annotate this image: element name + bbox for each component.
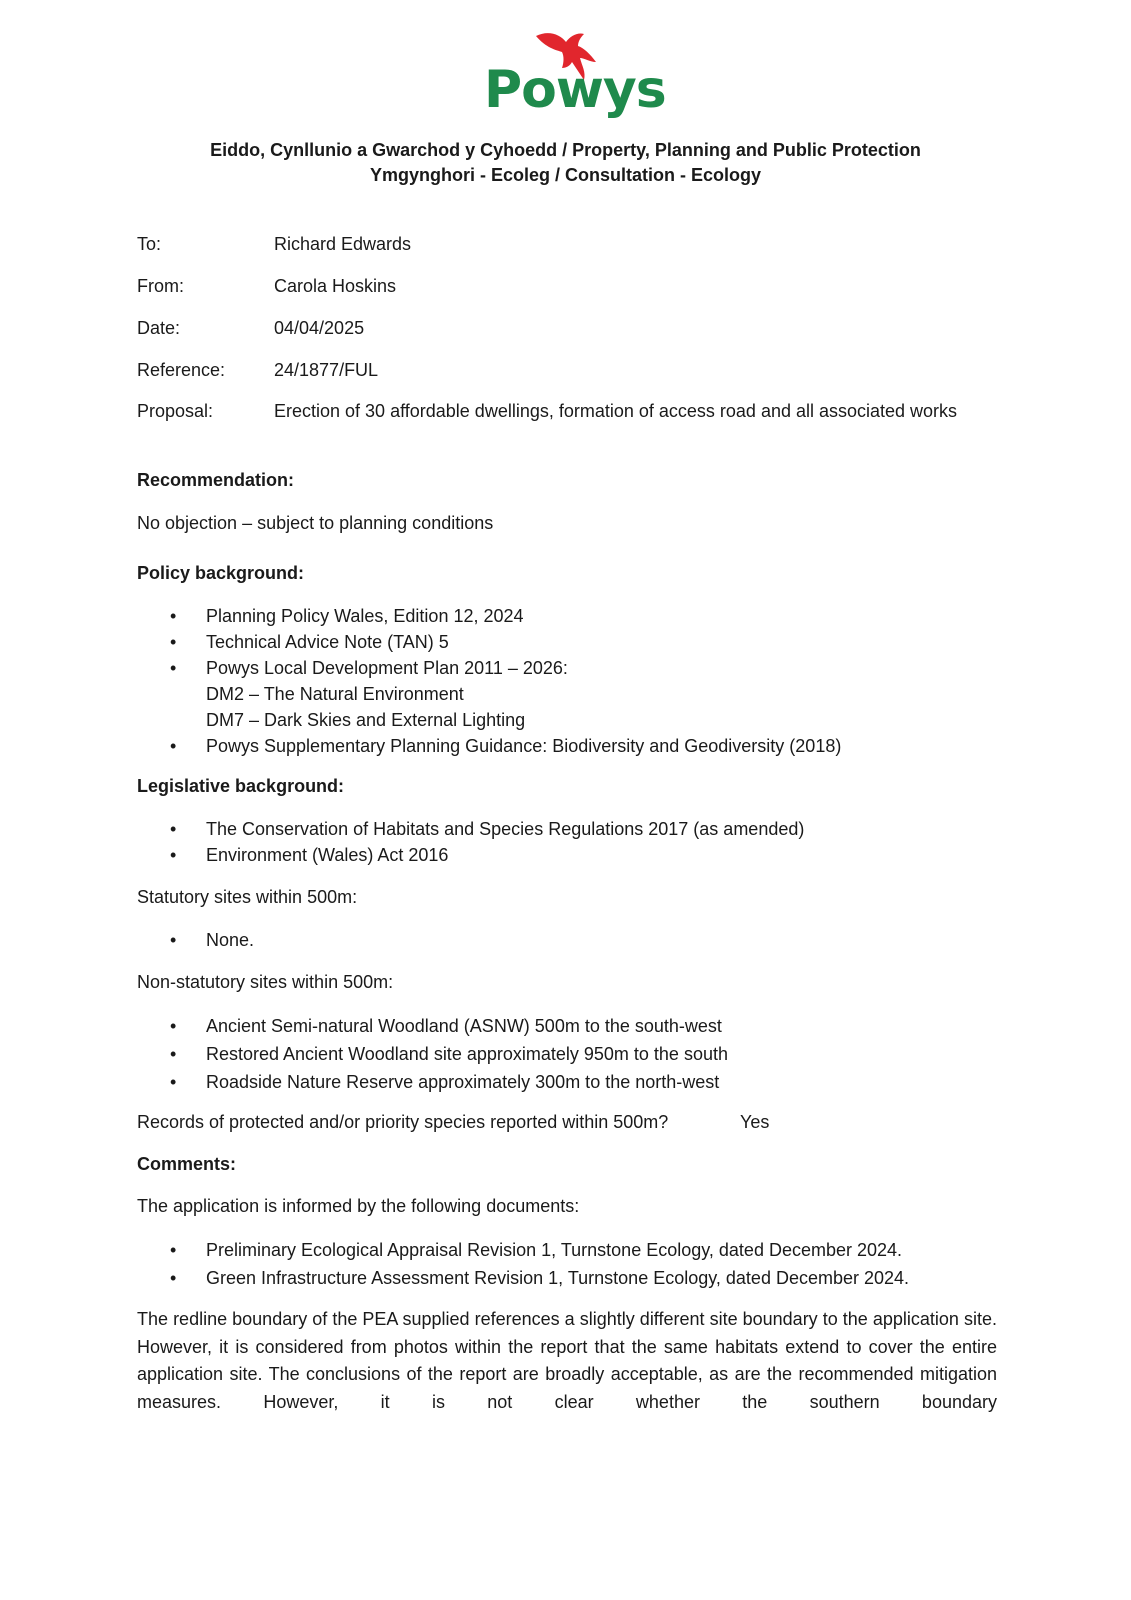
date-value: 04/04/2025 — [274, 318, 365, 338]
records-answer: Yes — [740, 1112, 770, 1132]
list-item: • Green Infrastructure Assessment Revision 1, Turnstone Ecology, dated December 2024. — [170, 1264, 909, 1292]
list-item: • Restored Ancient Woodland site approximately 950m to the south — [170, 1040, 728, 1068]
proposal-label: Proposal: — [137, 401, 214, 421]
list-item: • Planning Policy Wales, Edition 12, 2024 — [170, 603, 841, 629]
comments-intro: The application is informed by the following documents: — [137, 1196, 580, 1216]
bullet-icon: • — [170, 1044, 177, 1064]
proposal-value: Erection of 30 affordable dwellings, formation of access road and all associated works — [274, 401, 958, 421]
bullet-icon: • — [170, 632, 177, 652]
bullet-icon: • — [170, 845, 177, 865]
recommendation-text: No objection – subject to planning conditions — [137, 513, 494, 533]
legislative-heading: Legislative background: — [137, 776, 345, 796]
bullet-icon: • — [170, 1268, 177, 1288]
list-item: • Preliminary Ecological Appraisal Revision 1, Turnstone Ecology, dated December 2024. — [170, 1236, 909, 1264]
bullet-icon: • — [170, 1072, 177, 1092]
records-question: Records of protected and/or priority species reported within 500m? — [137, 1112, 669, 1132]
date-label: Date: — [137, 318, 181, 338]
list-item: • Ancient Semi-natural Woodland (ASNW) 500m to the south-west — [170, 1012, 728, 1040]
statutory-list — [170, 927, 254, 953]
from-value: Carola Hoskins — [274, 276, 397, 296]
list-item: • Environment (Wales) Act 2016 — [170, 842, 804, 868]
powys-logo — [484, 28, 666, 136]
legislative-list — [170, 816, 804, 868]
department-line-2: Ymgynghori - Ecoleg / Consultation - Ecology — [369, 165, 762, 185]
comments-paragraph: The redline boundary of the PEA supplied references a slightly different site boundary to the application site. However, it is considered from photos within the report that the same habitats extend to cover the entire application site. The conclusions of the report are broadly acceptable, as are the recommended mitigation measures. However, it is not clear whether the southern boundary — [137, 1309, 997, 1412]
statutory-label: Statutory sites within 500m: — [137, 887, 358, 907]
comments-heading: Comments: — [137, 1154, 237, 1174]
non-statutory-list — [170, 1012, 728, 1096]
bullet-icon: • — [170, 1240, 177, 1260]
policy-heading: Policy background: — [137, 563, 305, 583]
recommendation-heading: Recommendation: — [137, 470, 295, 490]
list-item: • The Conservation of Habitats and Species Regulations 2017 (as amended) — [170, 816, 804, 842]
bullet-icon: • — [170, 1016, 177, 1036]
policy-list — [170, 603, 841, 759]
bullet-icon: • — [170, 606, 177, 626]
department-line-1: Eiddo, Cynllunio a Gwarchod y Cyhoedd / Property, Planning and Public Protection — [210, 140, 921, 160]
sub-item: DM7 – Dark Skies and External Lighting — [206, 710, 526, 730]
list-item: • Roadside Nature Reserve approximately 300m to the north-west — [170, 1068, 728, 1096]
list-item: • None. — [170, 927, 254, 953]
reference-value: 24/1877/FUL — [274, 360, 379, 380]
non-statutory-label: Non-statutory sites within 500m: — [137, 972, 394, 992]
list-item: • Powys Local Development Plan 2011 – 2026: DM2 – The Natural Environment DM7 – Dark Skies and External Lighting — [170, 655, 841, 733]
list-item: • Technical Advice Note (TAN) 5 — [170, 629, 841, 655]
bullet-icon: • — [170, 658, 177, 678]
logo-wordmark: Powys — [484, 60, 666, 120]
documents-list — [170, 1236, 909, 1292]
from-label: From: — [137, 276, 184, 296]
reference-label: Reference: — [137, 360, 226, 380]
sub-item: DM2 – The Natural Environment — [206, 684, 464, 704]
list-item: • Powys Supplementary Planning Guidance: Biodiversity and Geodiversity (2018) — [170, 733, 841, 759]
to-value: Richard Edwards — [274, 234, 412, 254]
bullet-icon: • — [170, 930, 177, 950]
to-label: To: — [137, 234, 162, 254]
bullet-icon: • — [170, 736, 177, 756]
bullet-icon: • — [170, 819, 177, 839]
